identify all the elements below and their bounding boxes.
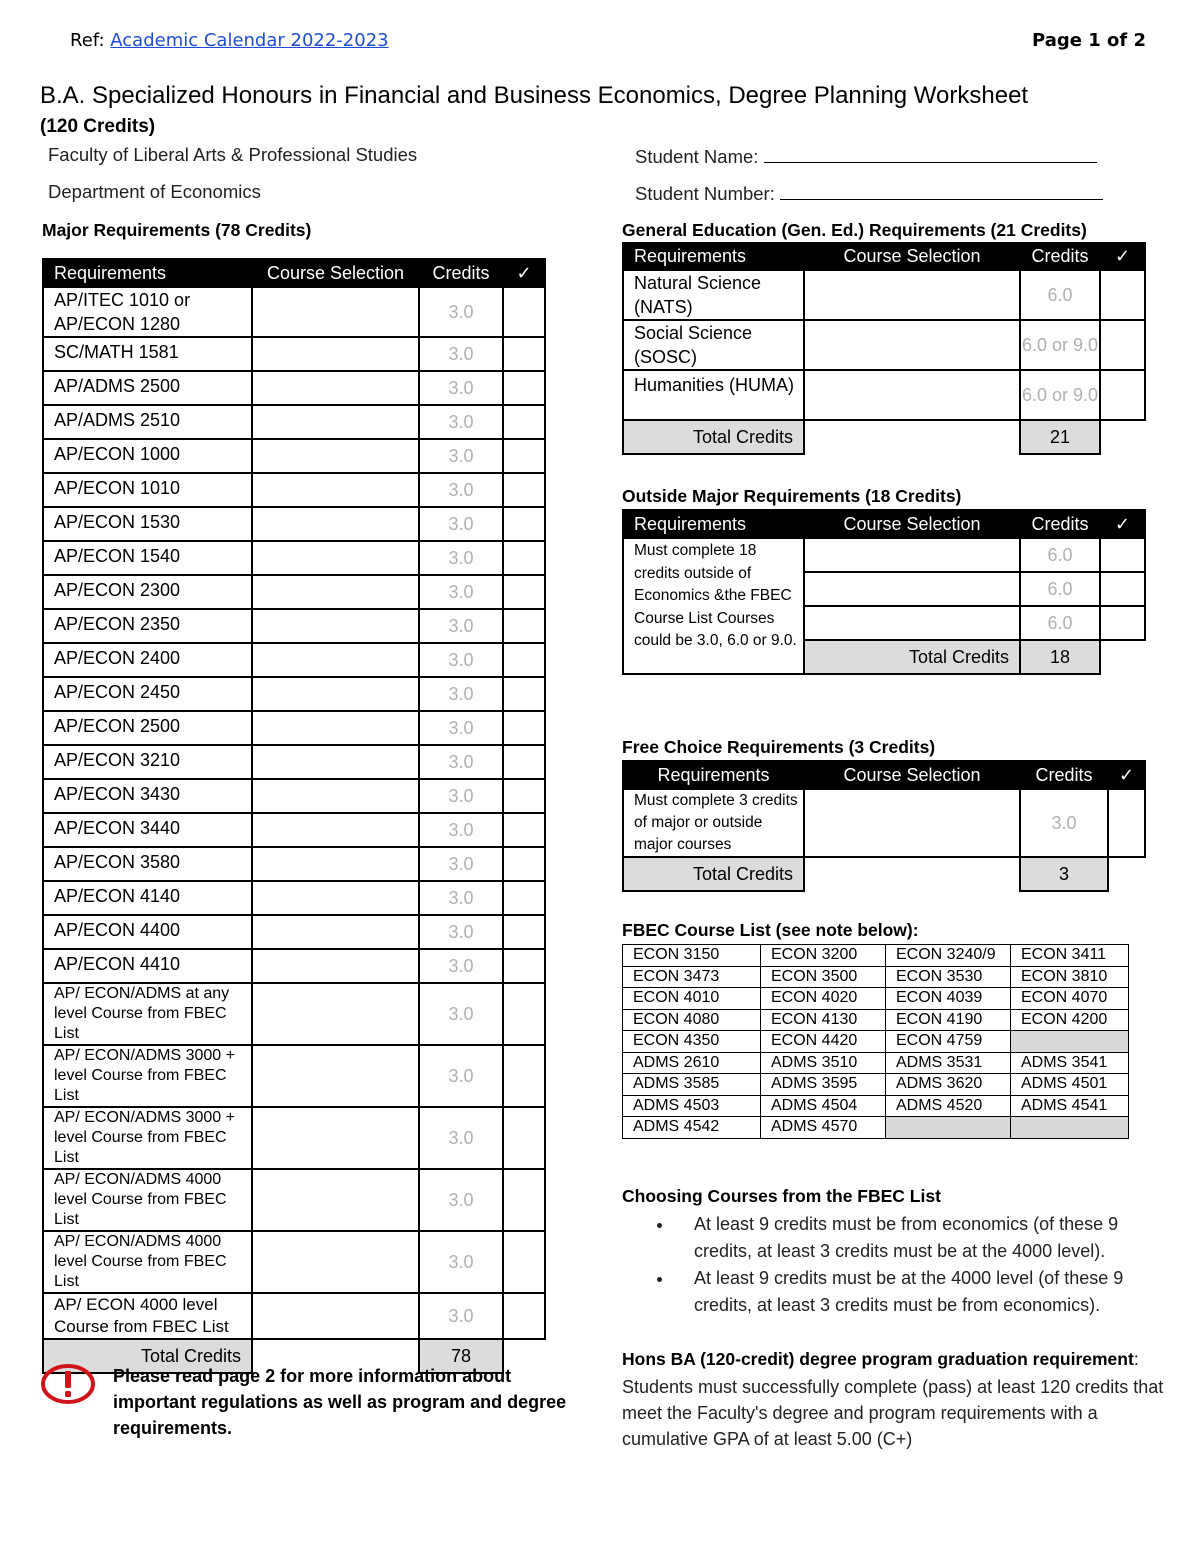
course-selection-cell[interactable]	[252, 677, 419, 711]
table-row	[623, 370, 1145, 420]
student-name-line[interactable]	[764, 144, 1097, 163]
requirement-cell: AP/ECON 2400	[43, 643, 252, 677]
table-row	[623, 789, 1145, 857]
credits-cell: 3.0	[419, 1045, 503, 1107]
course-code-cell: ADMS 3620	[886, 1074, 1011, 1096]
course-selection-cell[interactable]	[252, 439, 419, 473]
requirement-cell: AP/ ECON/ADMS 4000 level Course from FBEC List	[43, 1169, 252, 1231]
graduation-requirement-heading	[622, 1349, 1139, 1370]
requirement-cell: AP/ECON 3580	[43, 847, 252, 881]
table-row	[43, 405, 545, 439]
check-cell[interactable]	[503, 507, 545, 541]
check-cell[interactable]	[503, 405, 545, 439]
check-cell[interactable]	[1100, 320, 1145, 370]
free-choice-heading: Free Choice Requirements (3 Credits)	[622, 737, 936, 757]
requirement-cell: AP/ECON 3440	[43, 813, 252, 847]
course-selection-cell[interactable]	[252, 1045, 419, 1107]
total-credits-label: Total Credits	[623, 420, 804, 454]
check-cell[interactable]	[503, 1169, 545, 1231]
check-cell[interactable]	[503, 915, 545, 949]
student-name-label: Student Name:	[635, 146, 759, 167]
check-cell[interactable]	[1100, 606, 1145, 640]
total-row	[623, 420, 1145, 454]
requirement-cell: AP/ECON 1000	[43, 439, 252, 473]
credits-cell: 3.0	[419, 983, 503, 1045]
gen-ed-heading: General Education (Gen. Ed.) Requirements (21 Credits)	[622, 220, 1087, 240]
course-selection-cell[interactable]	[252, 1293, 419, 1339]
course-code-cell: ADMS 4501	[1011, 1074, 1129, 1096]
choosing-courses-heading: Choosing Courses from the FBEC List	[622, 1186, 941, 1206]
requirement-cell: AP/ECON 2500	[43, 711, 252, 745]
check-cell[interactable]	[1100, 270, 1145, 320]
total-credits-value: 18	[1020, 640, 1100, 674]
empty-course-cell	[886, 1117, 1011, 1139]
course-code-cell: ADMS 3531	[886, 1052, 1011, 1074]
column-header-requirements: Requirements	[43, 259, 252, 287]
course-selection-cell[interactable]	[252, 1231, 419, 1293]
check-cell[interactable]	[503, 439, 545, 473]
credits-cell: 3.0	[419, 439, 503, 473]
student-number-field[interactable]	[635, 181, 1103, 205]
table-row	[43, 1231, 545, 1293]
course-selection-cell[interactable]	[804, 606, 1020, 640]
column-header-course-selection: Course Selection	[804, 761, 1020, 789]
table-row	[43, 745, 545, 779]
course-selection-cell[interactable]	[252, 609, 419, 643]
course-code-cell: ADMS 4503	[623, 1095, 761, 1117]
empty-course-cell	[1011, 1117, 1129, 1139]
page-subtitle: (120 Credits)	[40, 116, 156, 137]
table-row	[43, 473, 545, 507]
list-item: • At least 9 credits must be at the 4000 level (of these 9 credits, at least 3 credits must be from economics).	[674, 1265, 1142, 1319]
column-header-credits: Credits	[1020, 510, 1100, 538]
requirement-cell: AP/ ECON/ADMS at any level Course from FBEC List	[43, 983, 252, 1045]
requirement-cell: AP/ECON 2450	[43, 677, 252, 711]
course-selection-cell[interactable]	[252, 507, 419, 541]
department-name: Department of Economics	[48, 181, 261, 202]
fbec-list-heading: FBEC Course List (see note below):	[622, 920, 919, 940]
course-selection-cell[interactable]	[252, 745, 419, 779]
credits-cell: 3.0	[419, 779, 503, 813]
table-row	[43, 983, 545, 1045]
table-row	[43, 881, 545, 915]
column-header-check: ✓	[1100, 510, 1145, 538]
table-row	[43, 337, 545, 371]
requirement-cell: AP/ECON 4140	[43, 881, 252, 915]
requirement-cell: Social Science (SOSC)	[623, 320, 804, 370]
free-choice-table	[622, 760, 1146, 892]
requirement-cell: AP/ECON 3210	[43, 745, 252, 779]
credits-cell: 3.0	[419, 1107, 503, 1169]
requirement-cell: AP/ECON 4400	[43, 915, 252, 949]
student-number-label: Student Number:	[635, 183, 775, 204]
column-header-credits: Credits	[1020, 761, 1108, 789]
course-code-cell: ECON 4010	[623, 988, 761, 1010]
check-cell[interactable]	[503, 1107, 545, 1169]
requirement-cell: Humanities (HUMA)	[623, 370, 804, 420]
faculty-name: Faculty of Liberal Arts & Professional Studies	[48, 144, 418, 165]
requirement-cell: AP/ECON 3430	[43, 779, 252, 813]
check-cell[interactable]	[503, 983, 545, 1045]
requirement-cell: AP/ECON 2350	[43, 609, 252, 643]
check-cell[interactable]	[503, 711, 545, 745]
course-selection-cell[interactable]	[252, 1169, 419, 1231]
column-header-requirements: Requirements	[623, 243, 804, 270]
table-row	[623, 945, 1129, 967]
total-credits-label: Total Credits	[804, 640, 1020, 674]
academic-calendar-link[interactable]: Academic Calendar 2022-2023	[110, 30, 389, 51]
course-code-cell: ECON 4200	[1011, 1009, 1129, 1031]
major-requirements-heading: Major Requirements (78 Credits)	[42, 220, 312, 240]
table-header-row	[623, 510, 1145, 538]
course-code-cell: ECON 4759	[886, 1031, 1011, 1053]
check-cell[interactable]	[1108, 789, 1145, 857]
course-selection-cell[interactable]	[252, 287, 419, 337]
course-selection-cell[interactable]	[252, 949, 419, 983]
course-code-cell: ECON 3530	[886, 966, 1011, 988]
requirement-cell: AP/ ECON/ADMS 3000 + level Course from FBEC List	[43, 1045, 252, 1107]
requirement-cell: AP/ECON 1540	[43, 541, 252, 575]
table-header-row	[623, 761, 1145, 789]
table-row	[43, 439, 545, 473]
course-selection-cell[interactable]	[252, 779, 419, 813]
course-code-cell: ADMS 3510	[761, 1052, 886, 1074]
requirement-cell: AP/ ECON/ADMS 4000 level Course from FBEC List	[43, 1231, 252, 1293]
column-header-course-selection: Course Selection	[804, 243, 1020, 270]
requirement-cell: AP/ECON 1530	[43, 507, 252, 541]
total-credits-label: Total Credits	[43, 1339, 252, 1373]
graduation-requirement-title: Hons BA (120-credit) degree program graduation requirement	[622, 1349, 1134, 1369]
total-row	[623, 857, 1145, 891]
credits-cell: 3.0	[419, 813, 503, 847]
course-code-cell: ECON 4130	[761, 1009, 886, 1031]
table-row	[43, 711, 545, 745]
check-cell[interactable]	[503, 371, 545, 405]
credits-cell: 6.0 or 9.0	[1020, 370, 1100, 420]
check-cell[interactable]	[1100, 572, 1145, 606]
table-row	[43, 949, 545, 983]
table-row	[623, 1074, 1129, 1096]
requirement-cell: AP/ECON 4410	[43, 949, 252, 983]
table-row	[43, 609, 545, 643]
course-code-cell: ECON 4350	[623, 1031, 761, 1053]
check-cell[interactable]	[503, 813, 545, 847]
table-row	[43, 847, 545, 881]
table-header-row	[623, 243, 1145, 270]
credits-cell: 3.0	[419, 371, 503, 405]
table-row	[43, 1045, 545, 1107]
course-code-cell: ECON 3810	[1011, 966, 1129, 988]
course-code-cell: ECON 4020	[761, 988, 886, 1010]
table-row	[43, 1107, 545, 1169]
table-row	[623, 1052, 1129, 1074]
table-row	[43, 643, 545, 677]
credits-cell: 3.0	[419, 847, 503, 881]
column-header-check: ✓	[1108, 761, 1145, 789]
course-code-cell: ADMS 4570	[761, 1117, 886, 1139]
check-cell[interactable]	[503, 541, 545, 575]
requirement-cell: AP/ECON 2300	[43, 575, 252, 609]
graduation-requirement-text: Students must successfully complete (pass) at least 120 credits that meet the Faculty's degree and program requirements with a cumulative GPA of at least 5.00 (C+)	[622, 1377, 1164, 1449]
course-selection-cell[interactable]	[252, 473, 419, 507]
empty-course-cell	[1011, 1031, 1129, 1053]
course-code-cell: ECON 3500	[761, 966, 886, 988]
course-code-cell: ADMS 3585	[623, 1074, 761, 1096]
page-title: B.A. Specialized Honours in Financial and Business Economics, Degree Planning Worksheet	[40, 82, 1029, 109]
column-header-credits: Credits	[419, 259, 503, 287]
major-requirements-table	[42, 258, 546, 1374]
course-code-cell: ECON 3240/9	[886, 945, 1011, 967]
table-row	[43, 1293, 545, 1339]
requirement-cell: AP/ADMS 2500	[43, 371, 252, 405]
table-row	[43, 677, 545, 711]
credits-cell: 6.0	[1020, 606, 1100, 640]
course-selection-cell[interactable]	[252, 915, 419, 949]
course-selection-cell[interactable]	[252, 983, 419, 1045]
credits-cell: 3.0	[419, 711, 503, 745]
course-selection-cell[interactable]	[252, 847, 419, 881]
course-selection-cell[interactable]	[252, 643, 419, 677]
check-cell[interactable]	[503, 677, 545, 711]
table-row	[623, 320, 1145, 370]
course-code-cell: ADMS 4520	[886, 1095, 1011, 1117]
check-cell[interactable]	[503, 881, 545, 915]
credits-cell: 3.0	[419, 507, 503, 541]
list-item: • At least 9 credits must be from economics (of these 9 credits, at least 3 credits must be at the 4000 level).	[674, 1211, 1142, 1265]
table-row	[43, 1169, 545, 1231]
table-row	[623, 1117, 1129, 1139]
check-cell[interactable]	[503, 1045, 545, 1107]
credits-cell: 3.0	[1020, 789, 1108, 857]
course-selection-cell[interactable]	[252, 541, 419, 575]
outside-major-table	[622, 509, 1146, 675]
page-number: Page 1 of 2	[1032, 30, 1146, 51]
column-header-credits: Credits	[1020, 243, 1100, 270]
column-header-requirements: Requirements	[623, 761, 804, 789]
credits-cell: 3.0	[419, 677, 503, 711]
course-selection-cell[interactable]	[252, 575, 419, 609]
check-cell[interactable]	[1100, 370, 1145, 420]
student-number-line[interactable]	[780, 181, 1103, 200]
course-selection-cell[interactable]	[804, 572, 1020, 606]
course-selection-cell[interactable]	[252, 813, 419, 847]
course-selection-cell[interactable]	[804, 789, 1020, 857]
credits-cell: 3.0	[419, 609, 503, 643]
requirement-cell: AP/ECON 1010	[43, 473, 252, 507]
outside-major-heading: Outside Major Requirements (18 Credits)	[622, 486, 962, 506]
credits-cell: 6.0 or 9.0	[1020, 320, 1100, 370]
credits-cell: 3.0	[419, 949, 503, 983]
course-code-cell: ECON 3200	[761, 945, 886, 967]
table-row	[43, 371, 545, 405]
check-cell[interactable]	[503, 609, 545, 643]
check-cell[interactable]	[503, 643, 545, 677]
graduation-heading-colon: :	[1133, 1349, 1139, 1369]
requirement-cell: Natural Science (NATS)	[623, 270, 804, 320]
course-code-cell: ECON 3473	[623, 966, 761, 988]
free-choice-note: Must complete 3 credits of major or outside major courses	[623, 789, 804, 857]
check-cell[interactable]	[503, 337, 545, 371]
table-row	[43, 507, 545, 541]
table-row	[43, 575, 545, 609]
course-selection-cell[interactable]	[252, 1107, 419, 1169]
choosing-courses-list	[622, 1211, 1142, 1319]
credits-cell: 3.0	[419, 745, 503, 779]
total-credits-value: 21	[1020, 420, 1100, 454]
course-selection-cell[interactable]	[252, 371, 419, 405]
column-header-course-selection: Course Selection	[252, 259, 419, 287]
total-credits-value: 3	[1020, 857, 1108, 891]
table-row	[623, 538, 1145, 572]
check-cell[interactable]	[503, 287, 545, 337]
column-header-check: ✓	[1100, 243, 1145, 270]
course-selection-cell[interactable]	[804, 320, 1020, 370]
credits-cell: 3.0	[419, 1293, 503, 1339]
total-credits-value: 78	[419, 1339, 503, 1373]
course-selection-cell[interactable]	[804, 538, 1020, 572]
credits-cell: 3.0	[419, 881, 503, 915]
credits-cell: 3.0	[419, 1231, 503, 1293]
reference-label: Ref:	[70, 30, 111, 51]
credits-cell: 3.0	[419, 473, 503, 507]
check-cell[interactable]	[503, 473, 545, 507]
total-credits-label: Total Credits	[623, 857, 804, 891]
credits-cell: 6.0	[1020, 572, 1100, 606]
column-header-requirements: Requirements	[623, 510, 804, 538]
course-code-cell: ECON 4080	[623, 1009, 761, 1031]
course-code-cell: ADMS 4504	[761, 1095, 886, 1117]
table-row	[623, 1009, 1129, 1031]
check-cell[interactable]	[503, 575, 545, 609]
column-header-course-selection: Course Selection	[804, 510, 1020, 538]
fbec-course-list-table	[622, 944, 1129, 1139]
table-row	[43, 779, 545, 813]
check-cell[interactable]	[503, 847, 545, 881]
table-row	[43, 915, 545, 949]
table-row	[623, 988, 1129, 1010]
course-selection-cell[interactable]	[252, 881, 419, 915]
course-code-cell: ADMS 4542	[623, 1117, 761, 1139]
course-code-cell: ADMS 4541	[1011, 1095, 1129, 1117]
credits-cell: 3.0	[419, 643, 503, 677]
warning-message: Please read page 2 for more information about important regulations as well as program and degree requirements.	[113, 1366, 567, 1438]
table-row	[43, 287, 545, 337]
gen-ed-table	[622, 242, 1146, 455]
credits-cell: 6.0	[1020, 270, 1100, 320]
column-header-check: ✓	[503, 259, 545, 287]
reference	[70, 30, 389, 51]
credits-cell: 3.0	[419, 337, 503, 371]
check-cell[interactable]	[1100, 538, 1145, 572]
table-row	[623, 270, 1145, 320]
requirement-cell: AP/ ECON 4000 level Course from FBEC List	[43, 1293, 252, 1339]
table-row	[623, 1031, 1129, 1053]
outside-major-note: Must complete 18 credits outside of Economics &the FBEC Course List Courses could be 3.0, 6.0 or 9.0.	[623, 538, 804, 674]
course-code-cell: ADMS 3595	[761, 1074, 886, 1096]
credits-cell: 6.0	[1020, 538, 1100, 572]
course-code-cell: ECON 4039	[886, 988, 1011, 1010]
student-name-field[interactable]	[635, 144, 1097, 168]
check-cell[interactable]	[503, 745, 545, 779]
table-row	[43, 813, 545, 847]
table-row	[623, 1095, 1129, 1117]
credits-cell: 3.0	[419, 1169, 503, 1231]
credits-cell: 3.0	[419, 287, 503, 337]
credits-cell: 3.0	[419, 405, 503, 439]
table-row	[623, 966, 1129, 988]
course-selection-cell[interactable]	[804, 370, 1020, 420]
check-cell[interactable]	[503, 1293, 545, 1339]
table-row	[43, 541, 545, 575]
course-code-cell: ECON 3150	[623, 945, 761, 967]
requirement-cell: AP/ ECON/ADMS 3000 + level Course from FBEC List	[43, 1107, 252, 1169]
credits-cell: 3.0	[419, 915, 503, 949]
course-selection-cell[interactable]	[252, 405, 419, 439]
course-code-cell: ADMS 3541	[1011, 1052, 1129, 1074]
check-cell[interactable]	[503, 779, 545, 813]
course-code-cell: ECON 4190	[886, 1009, 1011, 1031]
requirement-cell: AP/ADMS 2510	[43, 405, 252, 439]
course-selection-cell[interactable]	[252, 711, 419, 745]
table-header-row	[43, 259, 545, 287]
course-selection-cell[interactable]	[252, 337, 419, 371]
requirement-cell: AP/ITEC 1010 or AP/ECON 1280	[43, 287, 252, 337]
course-code-cell: ECON 3411	[1011, 945, 1129, 967]
course-selection-cell[interactable]	[804, 270, 1020, 320]
course-code-cell: ADMS 2610	[623, 1052, 761, 1074]
credits-cell: 3.0	[419, 575, 503, 609]
exclamation-circle-icon	[40, 1363, 96, 1405]
credits-cell: 3.0	[419, 541, 503, 575]
course-code-cell: ECON 4420	[761, 1031, 886, 1053]
course-code-cell: ECON 4070	[1011, 988, 1129, 1010]
check-cell[interactable]	[503, 949, 545, 983]
check-cell[interactable]	[503, 1231, 545, 1293]
requirement-cell: SC/MATH 1581	[43, 337, 252, 371]
